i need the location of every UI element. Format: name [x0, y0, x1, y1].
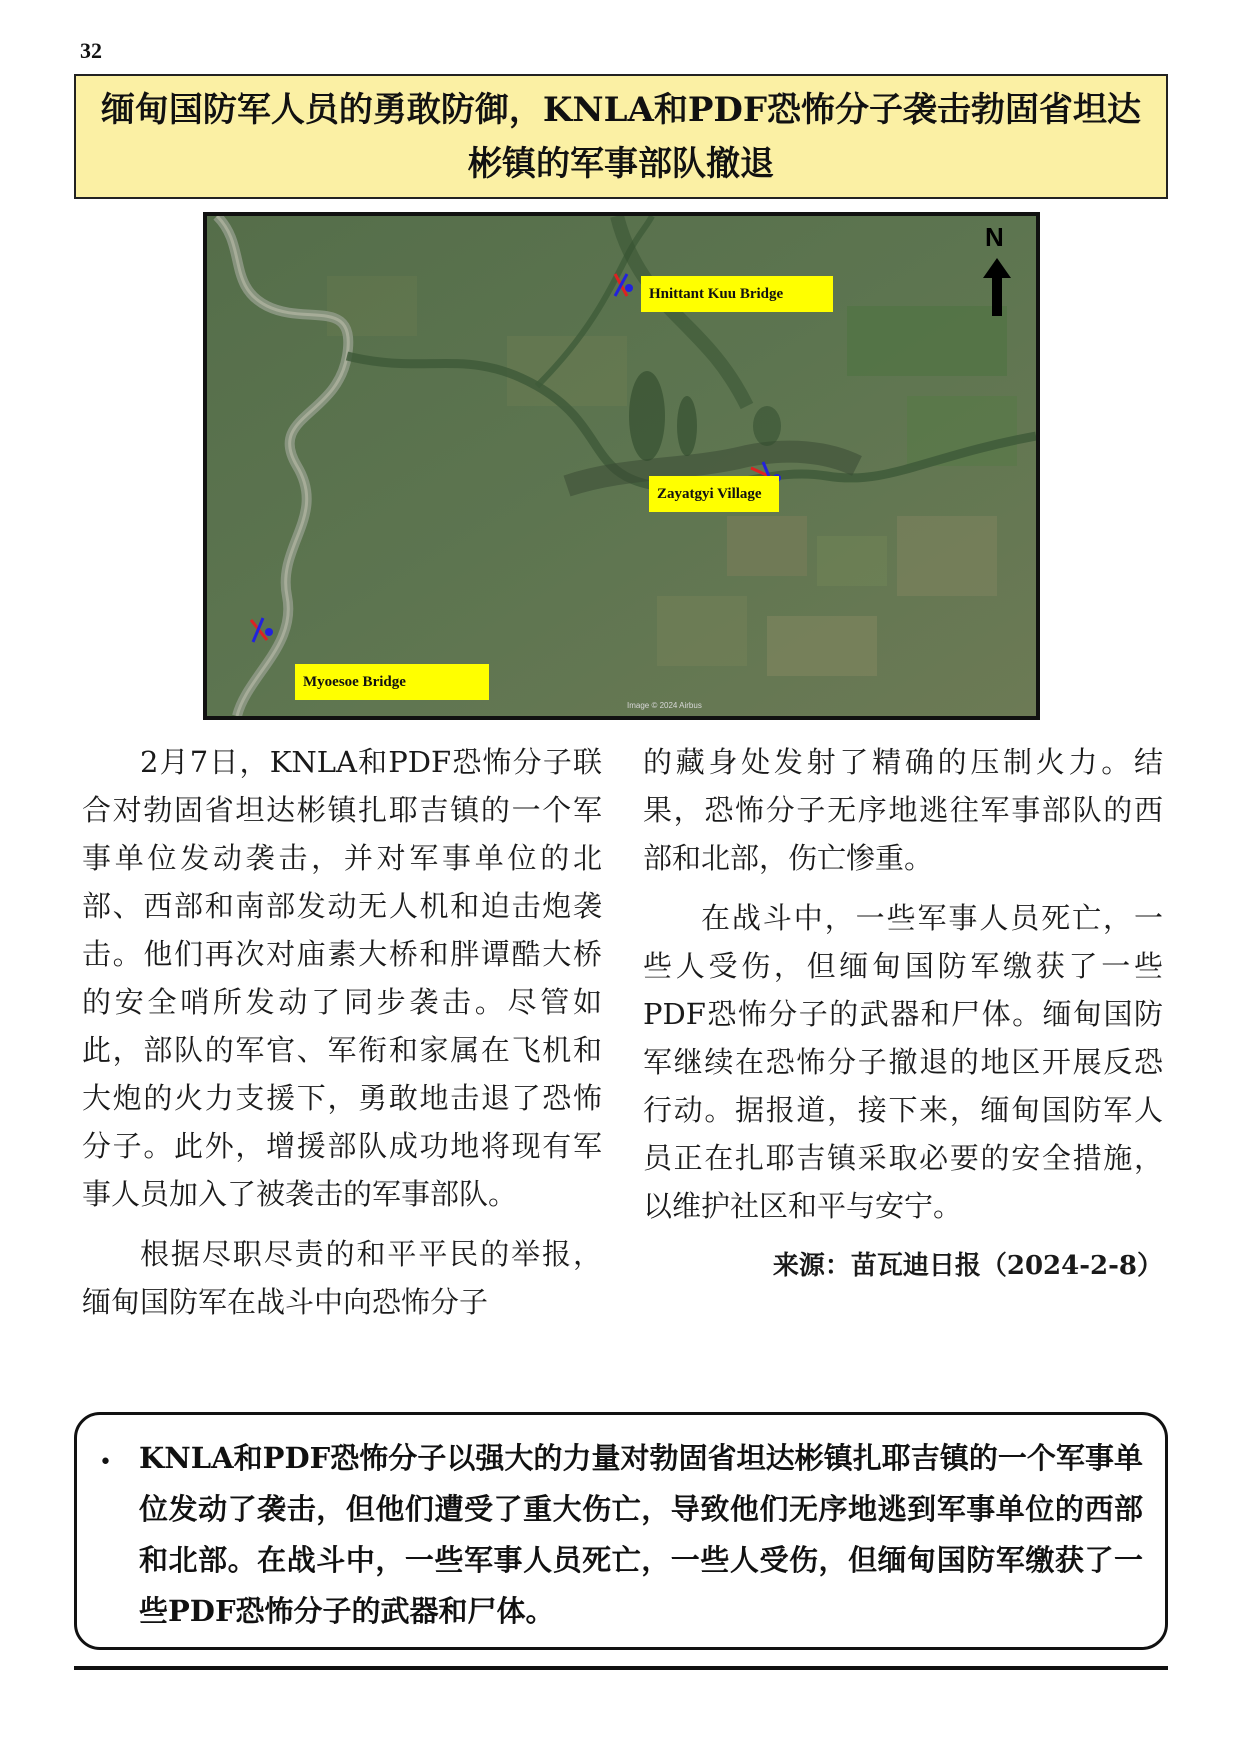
- map-credit: Image © 2024 Airbus: [627, 701, 702, 710]
- summary-box: [74, 1412, 1168, 1650]
- page-title: 缅甸国防军人员的勇敢防御，KNLA和PDF恐怖分子袭击勃固省坦达彬镇的军事部队撤退: [100, 89, 1142, 184]
- article-paragraph: 2月7日，KNLA和PDF恐怖分子联合对勃固省坦达彬镇扎耶吉镇的一个军事单位发动袭击，并对军事单位的北部、西部和南部发动无人机和迫击炮袭击。他们再次对庙素大桥和胖谭酷大桥的安全哨所发动了同步袭击。尽管如此，部队的军官、军衔和家属在飞机和大炮的火力支援下，勇敢地击退了恐怖分子。此外，增援部队成功地将现有军事人员加入了被袭击的军事部队。: [82, 745, 602, 1211]
- map-label-zayatgyi: Zayatgyi Village: [649, 476, 779, 512]
- article-column-right: [643, 738, 1163, 1290]
- satellite-map: [203, 212, 1040, 720]
- article-paragraph: 根据尽职尽责的和平平民的举报，缅甸国防军在战斗中向恐怖分子: [82, 1237, 602, 1319]
- title-box: [74, 74, 1168, 199]
- page-number: 32: [80, 38, 102, 63]
- map-label-myoesoe: Myoesoe Bridge: [295, 664, 489, 700]
- article-paragraph: 在战斗中，一些军事人员死亡，一些人受伤，但缅甸国防军缴获了一些PDF恐怖分子的武器和尸体。缅甸国防军继续在恐怖分子撤退的地区开展反恐行动。据报道，接下来，缅甸国防军人员正在扎耶吉镇采取必要的安全措施，以维护社区和平与安宁。: [643, 901, 1163, 1223]
- map-label-hnittant: Hnittant Kuu Bridge: [641, 276, 833, 312]
- bullet-icon: •: [99, 1450, 112, 1475]
- article-column-left: [82, 738, 602, 1338]
- north-arrow-icon: N: [980, 222, 1014, 322]
- summary-text: KNLA和PDF恐怖分子以强大的力量对勃固省坦达彬镇扎耶吉镇的一个军事单位发动了袭击，但他们遭受了重大伤亡，导致他们无序地逃到军事单位的西部和北部。在战斗中，一些军事人员死亡，一些人受伤，但缅甸国防军缴获了一些PDF恐怖分子的武器和尸体。: [139, 1441, 1143, 1628]
- map-terrain: [207, 216, 1036, 716]
- bottom-divider: [74, 1666, 1168, 1670]
- article-source: 来源：苗瓦迪日报（2024-2-8）: [772, 1251, 1163, 1281]
- article-paragraph: 的藏身处发射了精确的压制火力。结果，恐怖分子无序地逃往军事部队的西部和北部，伤亡惨重。: [643, 745, 1163, 875]
